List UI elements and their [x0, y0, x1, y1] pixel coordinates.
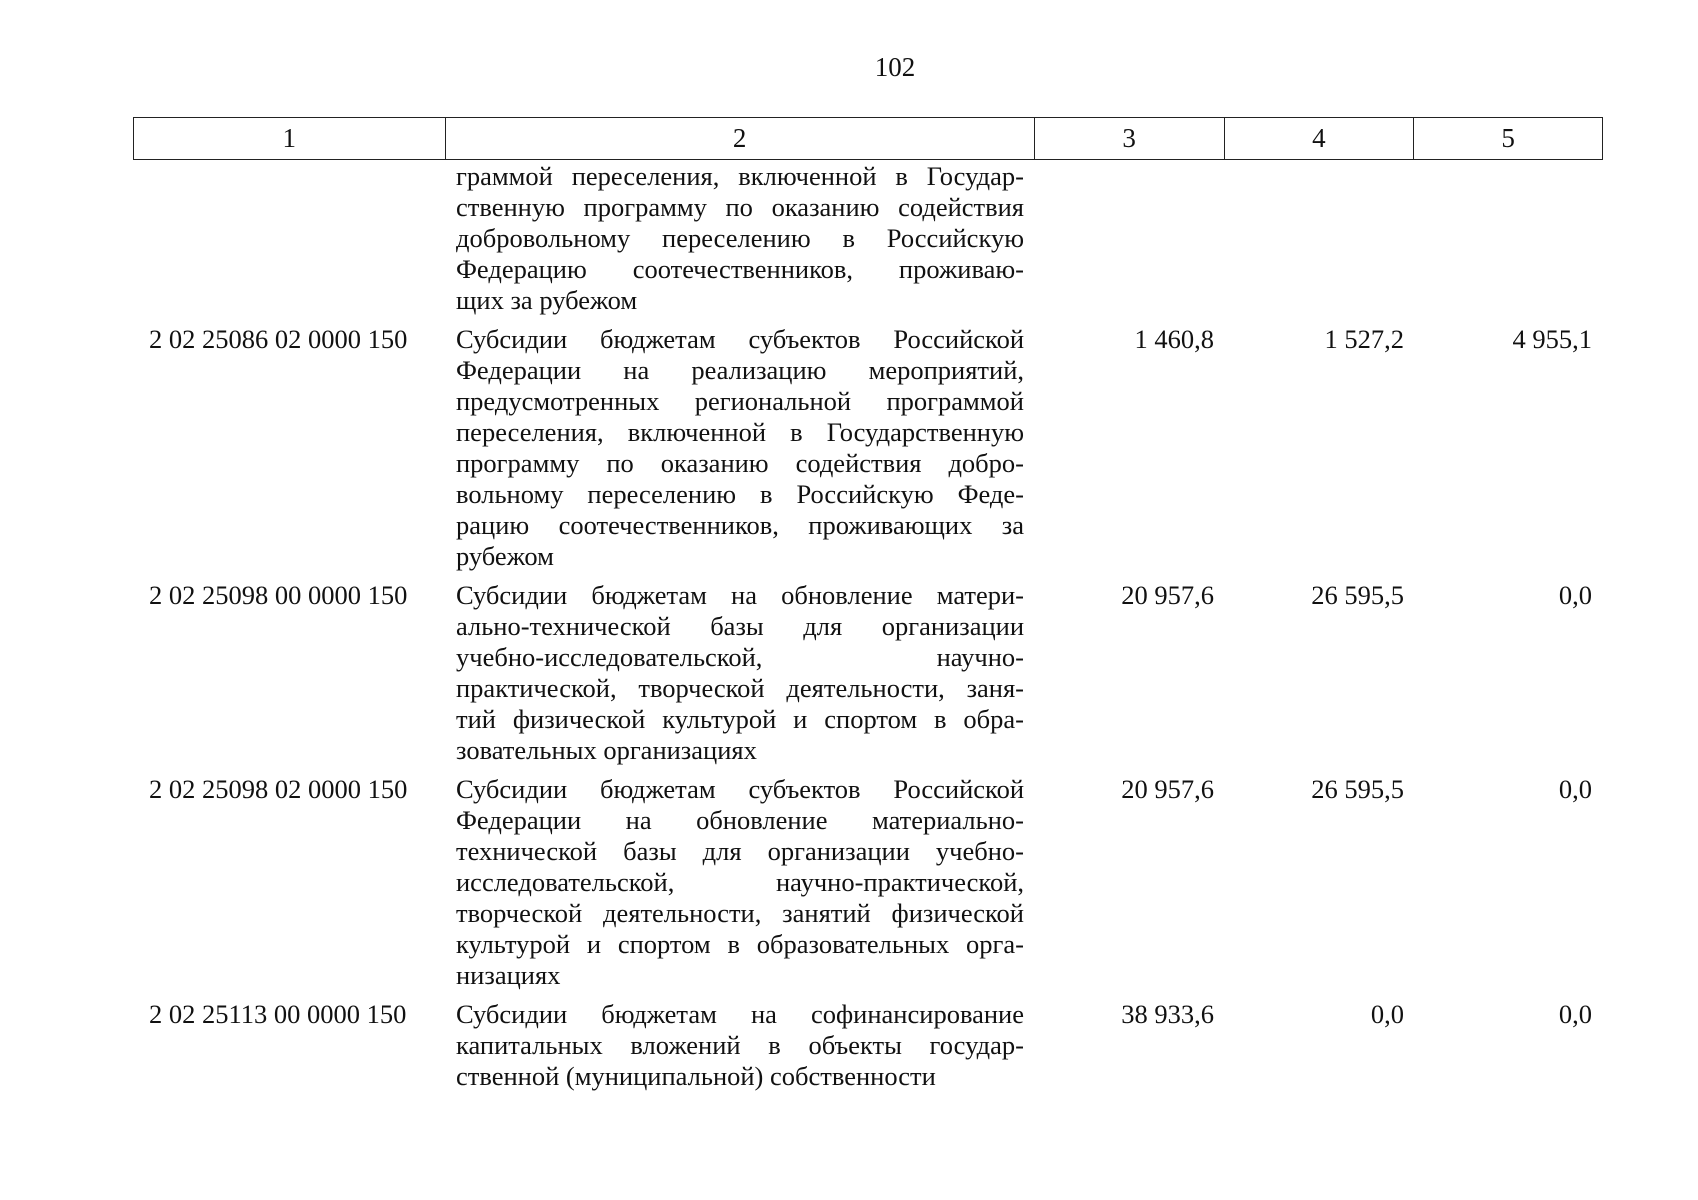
- row-value-col4: 26 595,5: [1311, 774, 1404, 804]
- row-name-line: капитальных вложений в объекты государ-: [456, 1030, 1024, 1060]
- header-cell-4: 4: [1225, 118, 1415, 159]
- row-name-line: ально-технической базы для организации: [456, 611, 1024, 641]
- row-name-line: культурой и спортом в образовательных орга-: [456, 929, 1024, 959]
- row-value-col5: 0,0: [1558, 774, 1592, 804]
- row-name-line: зовательных организациях: [456, 735, 757, 765]
- row-code: 2 02 25086 02 0000 150: [149, 324, 408, 354]
- row-name-line: рацию соотечественников, проживающих за: [456, 510, 1024, 540]
- table-row: [133, 774, 1603, 991]
- row-value-col5: 0,0: [1558, 999, 1592, 1029]
- row-code: 2 02 25113 00 0000 150: [149, 999, 407, 1029]
- row-value-col3: [1035, 161, 1225, 316]
- row-value-col5: 4 955,1: [1512, 324, 1592, 354]
- row-value-col3: 20 957,6: [1121, 774, 1214, 804]
- row-value-col3: 1 460,8: [1134, 324, 1214, 354]
- row-value-col3: 20 957,6: [1121, 580, 1214, 610]
- row-name: [445, 999, 1035, 1092]
- row-name: [445, 161, 1035, 316]
- table-header: [133, 117, 1603, 160]
- row-name-line: творческой деятельности, занятий физической: [456, 898, 1024, 928]
- row-name-line: Субсидии бюджетам на обновление матери-: [456, 580, 1024, 610]
- row-name-line: практической, творческой деятельности, заня-: [456, 673, 1024, 703]
- row-name: [445, 774, 1035, 991]
- row-name-line: рубежом: [456, 541, 554, 571]
- row-name-line: ственную программу по оказанию содействия: [456, 192, 1024, 222]
- row-name-line: учебно-исследовательской, научно-: [456, 642, 1024, 672]
- table-row: [133, 161, 1603, 316]
- row-value-col4: 26 595,5: [1311, 580, 1404, 610]
- row-name-line: Федерацию соотечественников, проживаю-: [456, 254, 1024, 284]
- header-cell-1: 1: [134, 118, 446, 159]
- row-value-col5: 0,0: [1558, 580, 1592, 610]
- row-name-line: исследовательской, научно-практической,: [456, 867, 1024, 897]
- row-name-line: Субсидии бюджетам субъектов Российской: [456, 324, 1024, 354]
- row-name-line: добровольному переселению в Российскую: [456, 223, 1024, 253]
- header-cell-2: 2: [446, 118, 1035, 159]
- row-name-line: щих за рубежом: [456, 285, 638, 315]
- row-value-col4: 0,0: [1370, 999, 1404, 1029]
- row-name-line: низациях: [456, 960, 561, 990]
- table-body: [133, 161, 1603, 1092]
- row-name-line: переселения, включенной в Государственную: [456, 417, 1024, 447]
- row-name-line: граммой переселения, включенной в Государ-: [456, 161, 1024, 191]
- header-cell-5: 5: [1501, 123, 1515, 153]
- row-name-line: вольному переселению в Российскую Феде-: [456, 479, 1024, 509]
- row-name-line: Субсидии бюджетам на софинансирование: [456, 999, 1024, 1029]
- row-value-col4: 1 527,2: [1324, 324, 1404, 354]
- row-name: [445, 580, 1035, 766]
- row-value-col3: 38 933,6: [1121, 999, 1214, 1029]
- header-cell-3: 3: [1035, 118, 1225, 159]
- row-name-line: Федерации на реализацию мероприятий,: [456, 355, 1024, 385]
- row-name-line: Субсидии бюджетам субъектов Российской: [456, 774, 1024, 804]
- row-name-line: программу по оказанию содействия добро-: [456, 448, 1024, 478]
- page-number: 102: [874, 52, 916, 82]
- row-name-line: предусмотренных региональной программой: [456, 386, 1024, 416]
- row-value-col4: [1225, 161, 1415, 316]
- row-name-line: технической базы для организации учебно-: [456, 836, 1024, 866]
- row-code: 2 02 25098 02 0000 150: [149, 774, 408, 804]
- table-row: [133, 580, 1603, 766]
- row-code: [133, 161, 445, 316]
- row-code: 2 02 25098 00 0000 150: [149, 580, 408, 610]
- table-row: [133, 324, 1603, 572]
- table-row: [133, 999, 1603, 1092]
- row-value-col5: [1415, 161, 1603, 316]
- row-name-line: тий физической культурой и спортом в обра-: [456, 704, 1024, 734]
- row-name-line: ственной (муниципальной) собственности: [456, 1061, 936, 1091]
- row-name: [445, 324, 1035, 572]
- row-name-line: Федерации на обновление материально-: [456, 805, 1024, 835]
